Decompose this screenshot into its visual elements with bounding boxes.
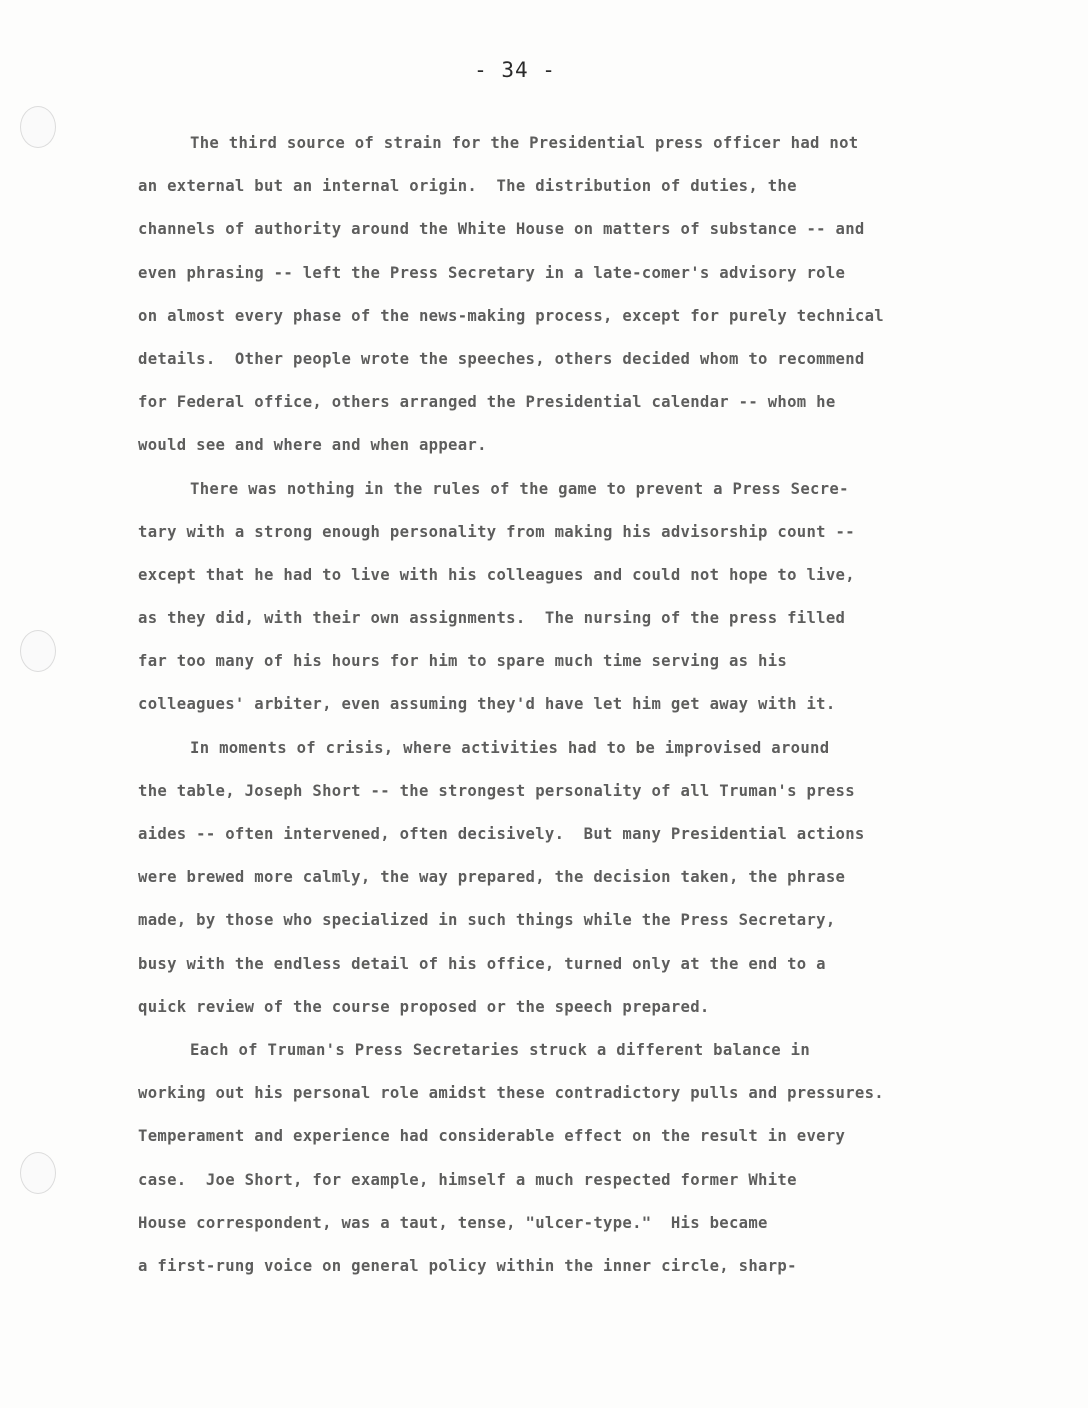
text-line: The third source of strain for the Presidential press officer had not <box>190 134 859 152</box>
paragraph <box>138 1029 998 1288</box>
text-line: busy with the endless detail of his office, turned only at the end to a <box>138 954 826 973</box>
text-line: on almost every phase of the news-making process, except for purely technical <box>138 306 884 325</box>
text-line: for Federal office, others arranged the Presidential calendar -- whom he <box>138 393 836 412</box>
page-number: - 34 - <box>474 58 556 82</box>
text-line: House correspondent, was a taut, tense, "ulcer-type." His became <box>138 1213 768 1232</box>
text-line: a first-rung voice on general policy within the inner circle, sharp- <box>138 1256 797 1275</box>
text-line: channels of authority around the White House on matters of substance -- and <box>138 220 865 239</box>
text-line: There was nothing in the rules of the game to prevent a Press Secre- <box>190 479 849 498</box>
punch-hole-middle <box>20 630 56 672</box>
text-line: In moments of crisis, where activities had to be improvised around <box>190 738 830 757</box>
text-line: Temperament and experience had considerable effect on the result in every <box>138 1127 846 1146</box>
text-line: were brewed more calmly, the way prepared, the decision taken, the phrase <box>138 868 846 887</box>
paragraph <box>138 468 998 727</box>
text-line: the table, Joseph Short -- the strongest personality of all Truman's press <box>138 781 855 800</box>
text-line: quick review of the course proposed or the speech prepared. <box>138 997 710 1016</box>
text-line: tary with a strong enough personality from making his advisorship count -- <box>138 522 855 541</box>
text-line: details. Other people wrote the speeches, others decided whom to recommend <box>138 349 865 368</box>
paragraph <box>138 122 998 468</box>
text-line: except that he had to live with his colleagues and could not hope to live, <box>138 565 855 584</box>
punch-hole-top <box>20 106 56 148</box>
text-line: colleagues' arbiter, even assuming they'd have let him get away with it. <box>138 695 836 714</box>
text-line: far too many of his hours for him to spare much time serving as his <box>138 652 788 671</box>
punch-hole-bottom <box>20 1152 56 1194</box>
text-line: an external but an internal origin. The distribution of duties, the <box>138 177 797 196</box>
text-line: Each of Truman's Press Secretaries struck a different balance in <box>190 1040 811 1059</box>
text-line: case. Joe Short, for example, himself a much respected former White <box>138 1170 797 1189</box>
paragraph <box>138 727 998 1029</box>
text-line: as they did, with their own assignments. The nursing of the press filled <box>138 609 846 628</box>
text-line: aides -- often intervened, often decisively. But many Presidential actions <box>138 825 865 843</box>
text-line: even phrasing -- left the Press Secretary in a late-comer's advisory role <box>138 263 846 282</box>
body-text <box>138 122 998 1288</box>
text-line: would see and where and when appear. <box>138 436 487 455</box>
text-line: working out his personal role amidst these contradictory pulls and pressures. <box>138 1084 884 1103</box>
text-line: made, by those who specialized in such things while the Press Secretary, <box>138 911 836 930</box>
